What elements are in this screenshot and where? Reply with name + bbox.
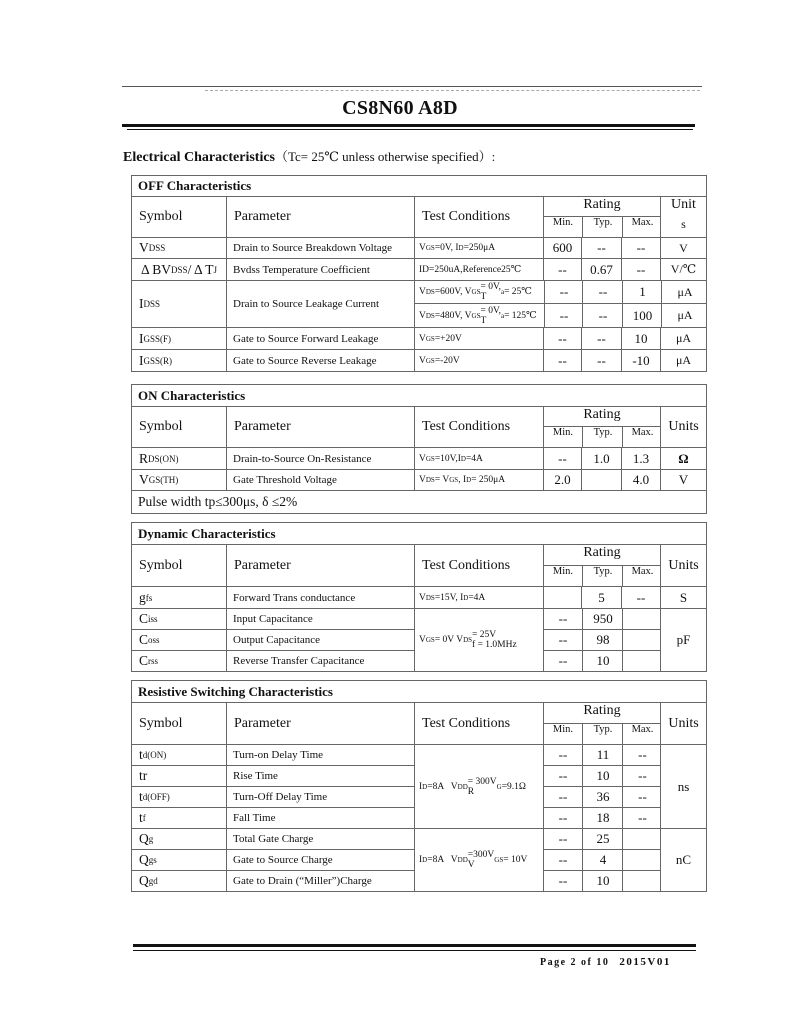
typ-header: Typ.	[582, 724, 623, 744]
min-cell: --	[558, 632, 568, 647]
test-condition-cell: V GS =-20V	[414, 350, 543, 371]
parameter-cell: Drain to Source Leakage Current	[226, 281, 414, 327]
symbol-cell: tr	[139, 768, 148, 783]
typ-cell: 25	[582, 829, 623, 849]
max-cell: --	[621, 587, 660, 608]
unit-header-seconds: s	[681, 217, 686, 231]
test-condition-merged-cell: I D =8A V DD = 300V R G =9.1Ω	[414, 745, 543, 828]
table-header-row	[132, 545, 706, 587]
parameter-cell: Gate to Source Reverse Leakage	[226, 350, 414, 371]
typ-cell: 11	[582, 745, 623, 765]
table-row	[132, 470, 706, 491]
typ-header: Typ.	[582, 427, 623, 447]
typ-cell: 4	[582, 850, 623, 870]
parameter-cell: Input Capacitance	[226, 609, 421, 629]
max-cell	[622, 651, 662, 671]
min-cell: --	[558, 873, 568, 888]
symbol-cell: Q g	[139, 831, 154, 846]
units-header: Units	[660, 545, 706, 586]
max-cell: 10	[621, 328, 660, 349]
max-header: Max.	[622, 427, 662, 447]
max-cell: 1	[622, 281, 662, 303]
idss-subrows	[414, 281, 706, 327]
symbol-cell: V DSS	[139, 240, 166, 255]
max-cell: --	[622, 766, 662, 786]
table-row	[132, 630, 414, 651]
min-header: Min.	[552, 427, 574, 438]
rating-header-group	[543, 197, 660, 237]
table-row	[132, 350, 706, 372]
unit-merged-cell: pF	[660, 609, 706, 671]
min-cell: --	[558, 789, 568, 804]
test-condition-cell: V GS =0V, I D =250μA	[414, 238, 543, 258]
parameter-cell: Turn-on Delay Time	[226, 745, 421, 765]
pulse-note-row	[132, 491, 706, 514]
title-rule-thin	[127, 129, 693, 130]
symbol-cell: I DSS	[139, 296, 161, 311]
symbol-header: Symbol	[139, 209, 183, 224]
symbol-cell: C rss	[139, 653, 159, 668]
test-condition-cell: V DS =600V, V GS = 0V, T a = 25℃	[419, 282, 532, 302]
table-row	[132, 259, 706, 281]
table-row	[544, 630, 660, 651]
typ-cell: 5	[581, 587, 621, 608]
test-conditions-header: Test Conditions	[414, 197, 543, 237]
table-row	[544, 766, 660, 787]
table-row	[132, 448, 706, 470]
unit-header-group	[660, 197, 706, 237]
capacitance-block	[132, 609, 706, 672]
typ-cell: --	[582, 304, 623, 327]
rating-header: Rating	[544, 703, 660, 724]
parameter-cell: Gate to Source Charge	[226, 850, 421, 870]
document-title: CS8N60 A8D	[342, 97, 458, 119]
document-version: 2015V01	[619, 956, 671, 968]
test-condition-cell: V GS =10V,I D =4A	[414, 448, 543, 469]
typ-header: Typ.	[582, 217, 623, 237]
test-condition-cell: V DS =480V, V GS = 0V, T a = 125℃	[419, 305, 537, 326]
symbol-cell: t d(OFF)	[139, 789, 170, 804]
min-cell: --	[558, 831, 568, 846]
parameter-header: Parameter	[226, 407, 414, 447]
symbol-header: Symbol	[139, 419, 183, 434]
resistive-switching-table	[131, 680, 707, 892]
parameter-cell: Turn-Off Delay Time	[226, 787, 421, 807]
units-header: Units	[660, 407, 706, 447]
table-row	[415, 281, 706, 304]
section-title: ON Characteristics	[138, 387, 246, 403]
typ-cell: 10	[582, 766, 623, 786]
heading-bold: Electrical Characteristics	[123, 150, 275, 165]
min-cell: --	[558, 810, 568, 825]
test-condition-cell: V GS =+20V	[414, 328, 543, 349]
parameter-cell: Bvdss Temperature Coefficient	[226, 259, 414, 280]
symbol-cell: t d(ON)	[139, 747, 167, 762]
parameter-cell: Gate to Source Forward Leakage	[226, 328, 414, 349]
unit-merged-cell: ns	[660, 745, 706, 828]
max-header: Max.	[622, 724, 662, 744]
typ-cell: 98	[582, 630, 623, 650]
table-header-row	[132, 703, 706, 745]
unit-cell: μA	[661, 304, 706, 327]
typ-cell: 1.0	[581, 448, 621, 469]
rating-header: Rating	[544, 197, 660, 217]
max-cell	[622, 609, 662, 629]
symbol-cell: Δ BV DSS / Δ T J	[140, 261, 218, 277]
timing-rating-rows	[543, 745, 660, 828]
table-row	[544, 609, 660, 630]
table-row	[132, 871, 414, 891]
typ-cell: 10	[582, 651, 623, 671]
symbol-cell: Q gd	[139, 873, 158, 888]
table-row	[132, 609, 414, 630]
table-header-row	[132, 407, 706, 448]
table-row	[132, 766, 414, 787]
table-row	[132, 651, 414, 671]
dynamic-characteristics-table	[131, 522, 707, 672]
max-header: Max.	[622, 217, 662, 237]
max-header: Max.	[622, 566, 662, 586]
table-row	[132, 328, 706, 350]
max-cell	[622, 871, 662, 891]
table-row	[132, 808, 414, 828]
max-cell: 4.0	[621, 470, 660, 490]
units-header: Units	[660, 703, 706, 744]
footer-rule-thin	[133, 950, 696, 951]
typ-cell: 36	[582, 787, 623, 807]
unit-merged-cell: nC	[660, 829, 706, 891]
parameter-cell: Drain-to-Source On-Resistance	[226, 448, 414, 469]
table-row	[132, 829, 414, 850]
parameter-cell: Output Capacitance	[226, 630, 421, 650]
rating-header: Rating	[544, 545, 660, 566]
max-cell	[622, 850, 662, 870]
section-title: Dynamic Characteristics	[138, 525, 276, 541]
max-cell: 100	[622, 304, 662, 327]
typ-cell: --	[582, 281, 623, 303]
table-row	[544, 829, 660, 850]
heading-note: （Tc= 25℃ unless otherwise specified）:	[275, 149, 496, 164]
table-title-row	[132, 681, 706, 703]
page-footer	[540, 956, 671, 968]
parameter-header: Parameter	[226, 545, 414, 586]
min-cell: --	[543, 328, 581, 349]
max-cell: 1.3	[621, 448, 660, 469]
min-cell: --	[543, 350, 581, 371]
test-condition-cell: V DS = V GS , I D = 250μA	[414, 470, 543, 490]
unit-cell: V	[660, 470, 706, 490]
charge-rating-rows	[543, 829, 660, 891]
unit-cell: μA	[661, 281, 706, 303]
capacitance-rating-rows	[543, 609, 660, 671]
off-characteristics-table	[131, 175, 707, 372]
min-cell: --	[558, 653, 568, 668]
table-title-row	[132, 176, 706, 197]
typ-cell: 0.67	[581, 259, 621, 280]
min-cell: --	[543, 448, 581, 469]
on-characteristics-table	[131, 384, 707, 514]
symbol-header: Symbol	[139, 715, 183, 731]
switching-time-block	[132, 745, 706, 829]
top-dashed-rule	[205, 90, 700, 91]
max-cell	[622, 829, 662, 849]
table-row	[132, 745, 414, 766]
parameter-cell: Gate to Drain (“Miller”)Charge	[226, 871, 421, 891]
rating-header-group	[543, 407, 660, 447]
typ-cell: 18	[582, 808, 623, 828]
charge-left-rows	[132, 829, 414, 891]
min-header: Min.	[552, 217, 574, 228]
unit-cell: V	[660, 238, 706, 258]
typ-cell: --	[581, 350, 621, 371]
max-cell: --	[622, 745, 662, 765]
max-cell: --	[621, 238, 660, 258]
typ-cell	[581, 470, 621, 490]
symbol-cell: C oss	[139, 632, 160, 647]
parameter-header: Parameter	[226, 703, 414, 744]
unit-cell: V/℃	[660, 259, 706, 280]
typ-cell: --	[581, 238, 621, 258]
symbol-header: Symbol	[139, 557, 183, 573]
min-cell: 2.0	[543, 470, 581, 490]
timing-left-rows	[132, 745, 414, 828]
parameter-cell: Drain to Source Breakdown Voltage	[226, 238, 414, 258]
rating-header-group	[543, 545, 660, 586]
table-title-row	[132, 385, 706, 407]
capacitance-left-rows	[132, 609, 543, 671]
typ-header: Typ.	[582, 566, 623, 586]
table-row	[544, 651, 660, 671]
unit-header: Unit	[671, 197, 696, 212]
min-cell: --	[558, 747, 568, 762]
min-cell: --	[544, 304, 583, 327]
parameter-cell: Reverse Transfer Capacitance	[226, 651, 421, 671]
min-header: Min.	[552, 566, 574, 577]
table-row	[544, 850, 660, 871]
symbol-cell: Q gs	[139, 852, 157, 867]
parameter-header: Parameter	[226, 197, 414, 237]
min-cell: --	[543, 259, 581, 280]
max-cell: --	[622, 808, 662, 828]
typ-cell: 10	[582, 871, 623, 891]
symbol-cell: C iss	[139, 611, 158, 626]
max-cell: --	[622, 787, 662, 807]
gate-charge-block	[132, 829, 706, 892]
max-cell: -10	[621, 350, 660, 371]
pulse-width-note: Pulse width tp≤300μs, δ ≤2%	[138, 494, 298, 509]
symbol-cell: g fs	[139, 589, 153, 605]
symbol-cell: R DS(ON)	[139, 450, 179, 466]
max-cell	[622, 630, 662, 650]
test-condition-merged-cell: V GS = 0V V DS = 25V f = 1.0MHz	[414, 609, 548, 671]
parameter-cell: Forward Trans conductance	[226, 587, 414, 608]
table-row	[544, 745, 660, 766]
unit-cell: μA	[660, 350, 706, 371]
test-condition-cell: V DS =15V, I D =4A	[414, 587, 543, 608]
min-cell	[543, 587, 581, 608]
unit-cell: Ω	[660, 448, 706, 469]
table-row	[132, 787, 414, 808]
symbol-cell: I GSS(R)	[139, 352, 173, 368]
parameter-cell: Total Gate Charge	[226, 829, 421, 849]
typ-cell: --	[581, 328, 621, 349]
test-condition-merged-cell: I D =8A V DD =300V V GS = 10V	[414, 829, 543, 891]
symbol-cell: V GS(TH)	[139, 472, 179, 487]
table-row	[132, 587, 706, 609]
table-title-row	[132, 523, 706, 545]
section-title: OFF Characteristics	[138, 178, 252, 193]
table-row	[132, 850, 414, 871]
test-conditions-header: Test Conditions	[414, 407, 543, 447]
rating-header: Rating	[544, 407, 660, 427]
idss-block	[132, 281, 706, 328]
min-cell: --	[558, 611, 568, 626]
page-number: Page 2 of 10	[540, 957, 610, 968]
table-row	[132, 238, 706, 259]
top-rule	[122, 86, 702, 87]
table-header-row	[132, 197, 706, 238]
symbol-cell: I GSS(F)	[139, 330, 172, 346]
footer-rule-thick	[133, 944, 696, 947]
test-conditions-header: Test Conditions	[414, 703, 543, 744]
min-cell: --	[558, 768, 568, 783]
unit-cell: S	[660, 587, 706, 608]
parameter-cell: Fall Time	[226, 808, 421, 828]
min-cell: --	[544, 281, 583, 303]
parameter-cell: Rise Time	[226, 766, 421, 786]
typ-cell: 950	[582, 609, 623, 629]
test-condition-cell: ID=250uA,Reference25℃	[414, 259, 543, 280]
test-conditions-header: Test Conditions	[414, 545, 543, 586]
section-title: Resistive Switching Characteristics	[138, 683, 333, 699]
table-row	[544, 871, 660, 891]
symbol-cell: t f	[139, 810, 146, 825]
max-cell: --	[621, 259, 660, 280]
parameter-cell: Gate Threshold Voltage	[226, 470, 414, 490]
table-row	[544, 808, 660, 828]
unit-cell: μA	[660, 328, 706, 349]
rating-header-group	[543, 703, 660, 744]
min-cell: 600	[543, 238, 581, 258]
title-rule-thick	[122, 124, 695, 127]
table-row	[415, 304, 706, 327]
min-header: Min.	[552, 724, 574, 735]
table-row	[544, 787, 660, 808]
electrical-characteristics-heading	[123, 146, 495, 166]
min-cell: --	[558, 852, 568, 867]
